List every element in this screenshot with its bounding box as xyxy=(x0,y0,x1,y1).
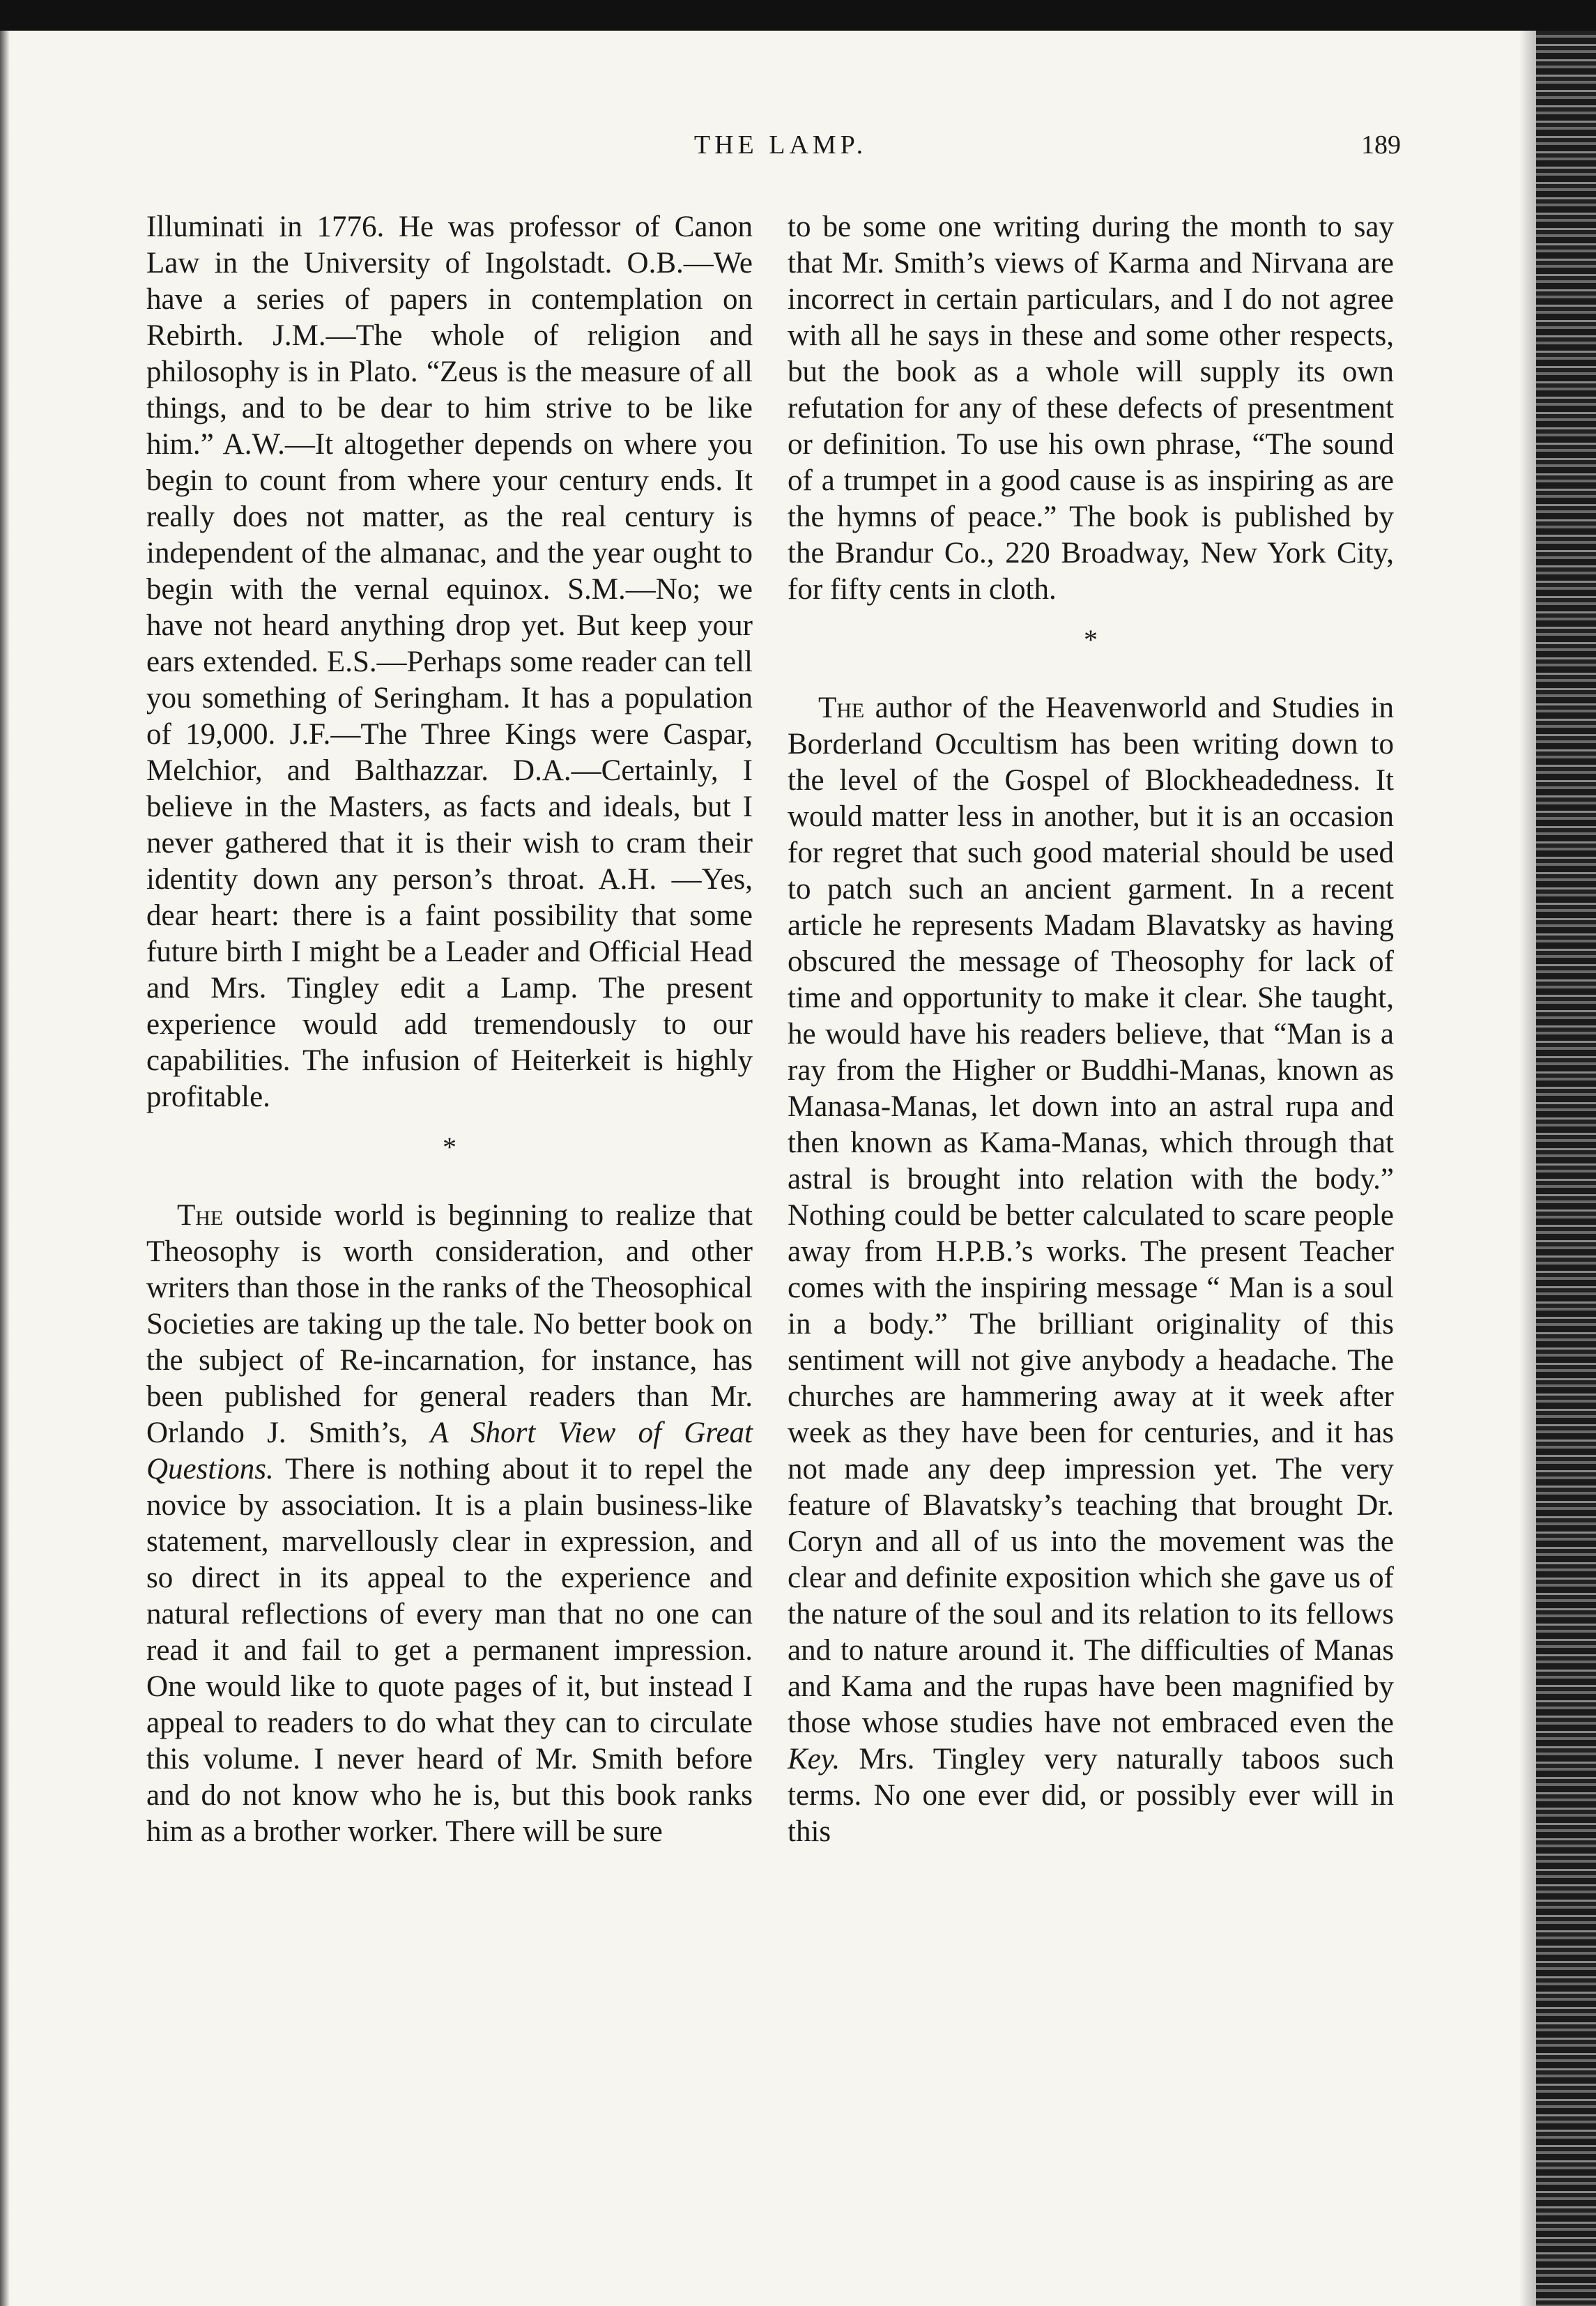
critique-text-b: Mrs. Tingley very naturally taboos such terms. No one ever did, or possibly ever will in this xyxy=(788,1743,1394,1848)
key-title: Key. xyxy=(788,1743,841,1776)
scan-left-shadow xyxy=(0,31,10,2306)
running-title: THE LAMP. xyxy=(693,130,868,160)
scan-top-border xyxy=(0,0,1596,31)
section-separator-right: * xyxy=(1084,624,1098,655)
critique-text-a: author of the Heavenworld and Studies in Borderland Occultism has been writing down to the level of the Gospel of Blockheadedness. It would matter less in another, but it is an occasion for regret that such good material should be used to patch such an ancient garment. In a recent article he represents Madam Blavatsky as having obscured the message of Theosophy for lack of time and opportunity to make it clear. She taught, he would have his readers believe, that “Man is a ray from the Higher or Buddhi-Manas, known as Manasa-Manas, let down into an astral rupa and then known as Kama-Manas, which through that astral is brought into relation with the body.” Nothing could be better calculated to scare people away from H.P.B.’s works. The present Teacher comes with the inspiring message “ Man is a soul in a body.” The brilliant originality of this sentiment will not give anybody a headache. The churches are hammering away at it week after week as they have been for centuries, and it has not made any deep impression yet. The very feature of Blavatsky’s teaching that brought Dr. Coryn and all of us into the movement was the clear and definite exposition which she gave us of the nature of the soul and its relation to its fellows and to nature around it. The difficulties of Manas and Kama and the rupas have been magnified by those whose studies have not embraced even the xyxy=(788,692,1394,1739)
right-paragraph-critique xyxy=(788,690,1394,1850)
review-text-a: outside world is beginning to realize that Theosophy is worth consideration, and other writers than those in the ranks of the Theosophical Societies are taking up the tale. No better book on the subject of Re-incarnation, for instance, has been published for general readers than Mr. Orlando J. Smith’s, xyxy=(146,1199,753,1449)
right-column xyxy=(788,209,1394,1850)
book-title: A Short View of Great Questions. xyxy=(146,1417,753,1486)
left-column xyxy=(146,209,753,1850)
right-paragraph-continuation: to be some one writing during the month to say that Mr. Smith’s views of Karma and Nirvana are incorrect in certain particulars, and I do not agree with all he says in these and some other respects, but the book as a whole will supply its own refutation for any of these defects of presentment or definition. To use his own phrase, “The sound of a trumpet in a good cause is as inspiring as are the hymns of peace.” The book is published by the Brandur Co., 220 Broadway, New York City, for fifty cents in cloth. xyxy=(788,211,1394,606)
left-paragraph-review xyxy=(146,1198,753,1850)
page-header xyxy=(146,125,1415,174)
review-text-b: There is nothing about it to repel the novice by association. It is a plain business-like statement, marvellously clear in expression, and so direct in its appeal to the experience and natural reflections of every man that no one can read it and fail to get a permanent impression. One would like to quote pages of it, but instead I appeal to readers to do what they can to circulate this volume. I never heard of Mr. Smith before and do not know who he is, but this book ranks him as a brother worker. There will be sure xyxy=(146,1453,753,1848)
left-paragraph-answers: Illuminati in 1776. He was professor of Canon Law in the University of Ingolstadt. O.B.—We have a series of papers in contemplation on Rebirth. J.M.—The whole of religion and philosophy is in Plato. “Zeus is the measure of all things, and to be dear to him strive to be like him.” A.W.—It altogether depends on where you begin to count from where your century ends. It really does not matter, as the real century is independent of the almanac, and the year ought to begin with the vernal equinox. S.M.—No; we have not heard anything drop yet. But keep your ears extended. E.S.—Perhaps some reader can tell you something of Seringham. It has a population of 19,000. J.F.—The Three Kings were Caspar, Melchior, and Balthazzar. D.A.—Certainly, I believe in the Masters, as facts and ideals, but I never gathered that it is their wish to cram their identity down any person’s throat. A.H. —Yes, dear heart: there is a faint possibility that some future birth I might be a Leader and Official Head and Mrs. Tingley edit a Lamp. The present experience would add tremendously to our capabilities. The infusion of Heiterkeit is highly profitable. xyxy=(146,211,753,1113)
book-spine-edge xyxy=(1536,31,1596,2306)
section-separator-left: * xyxy=(443,1131,456,1163)
page-number: 189 xyxy=(1361,130,1401,160)
lead-word: The xyxy=(818,692,865,724)
lead-word: The xyxy=(177,1199,224,1232)
